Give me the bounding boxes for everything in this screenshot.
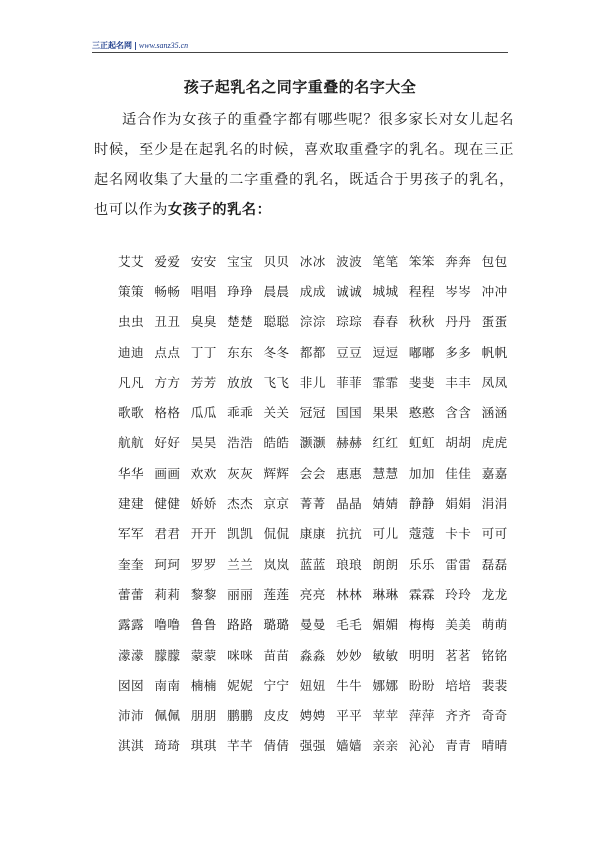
intro-text: 适合作为女孩子的重叠字都有哪些呢？很多家长对女儿起名时候，至少是在起乳名的时候，喜欢取重叠字的乳名。现在三正起名网收集了大量的二字重叠的乳名，既适合于男孩子的乳名，也可以作为 [94, 112, 514, 218]
name-item: 雷雷 [445, 556, 472, 572]
name-item: 罗罗 [190, 556, 217, 572]
name-item: 冬冬 [263, 344, 290, 360]
name-item: 帆帆 [481, 344, 508, 360]
name-item: 策策 [118, 283, 144, 299]
name-item: 开开 [190, 526, 217, 542]
name-item: 皮皮 [263, 708, 290, 724]
name-item: 程程 [408, 283, 435, 299]
name-item: 宁宁 [263, 677, 290, 693]
name-item: 盼盼 [408, 677, 435, 693]
name-item: 乖乖 [227, 405, 254, 421]
name-item: 琳琳 [372, 586, 399, 602]
name-item: 丁丁 [190, 344, 217, 360]
name-item: 丑丑 [154, 314, 181, 330]
name-item: 臭臭 [190, 314, 217, 330]
name-row [118, 669, 518, 699]
name-item: 惠惠 [336, 465, 363, 481]
name-row [118, 609, 518, 639]
name-item: 娇娇 [190, 496, 217, 512]
name-item: 娟娟 [445, 496, 472, 512]
name-item: 苗苗 [263, 647, 290, 663]
name-item: 城城 [372, 283, 399, 299]
name-item: 国国 [336, 405, 363, 421]
name-item: 露露 [118, 617, 144, 633]
name-item: 曼曼 [299, 617, 326, 633]
name-item: 梅梅 [408, 617, 435, 633]
name-item: 画画 [154, 465, 181, 481]
name-item: 浩浩 [227, 435, 254, 451]
name-item: 晨晨 [263, 283, 290, 299]
name-item: 咪咪 [227, 647, 254, 663]
name-item: 侃侃 [263, 526, 290, 542]
name-item: 琅琅 [336, 556, 363, 572]
name-row [118, 427, 518, 457]
intro-bold-text: 女孩子的乳名： [167, 202, 272, 218]
name-item: 淇淇 [118, 738, 144, 754]
site-header [92, 40, 188, 51]
name-item: 妙妙 [336, 647, 363, 663]
name-item: 鲁鲁 [190, 617, 217, 633]
name-row [118, 487, 518, 517]
name-item: 昊昊 [190, 435, 217, 451]
name-item: 关关 [263, 405, 290, 421]
name-item: 笔笔 [372, 253, 399, 269]
name-row [118, 578, 518, 608]
name-item: 齐齐 [445, 708, 472, 724]
name-item: 琦琦 [154, 738, 181, 754]
name-item: 佩佩 [154, 708, 181, 724]
name-item: 东东 [227, 344, 254, 360]
name-item: 林林 [336, 586, 363, 602]
name-item: 裴裴 [481, 677, 508, 693]
name-item: 华华 [118, 465, 144, 481]
name-list [118, 245, 518, 760]
name-item: 珂珂 [154, 556, 181, 572]
name-item: 沛沛 [118, 708, 144, 724]
name-item: 蓝蓝 [299, 556, 326, 572]
brand-name: 三正起名网 [92, 41, 132, 50]
name-item: 青青 [445, 738, 472, 754]
name-item: 航航 [118, 435, 144, 451]
name-item: 冲冲 [481, 283, 508, 299]
name-item: 康康 [299, 526, 326, 542]
name-item: 玲玲 [445, 586, 472, 602]
name-item: 南南 [154, 677, 181, 693]
name-item: 辉辉 [263, 465, 290, 481]
name-item: 琤琤 [227, 283, 254, 299]
name-item: 虎虎 [481, 435, 508, 451]
name-item: 卡卡 [445, 526, 472, 542]
name-row [118, 306, 518, 336]
name-item: 畅畅 [154, 283, 181, 299]
name-item: 君君 [154, 526, 181, 542]
name-item: 蕾蕾 [118, 586, 144, 602]
name-item: 杰杰 [227, 496, 254, 512]
name-item: 晶晶 [336, 496, 363, 512]
name-item: 霖霖 [408, 586, 435, 602]
name-item: 建建 [118, 496, 144, 512]
name-item: 灏灏 [299, 435, 326, 451]
intro-paragraph [94, 105, 514, 225]
name-item: 爱爱 [154, 253, 181, 269]
name-item: 朦朦 [154, 647, 181, 663]
name-item: 美美 [445, 617, 472, 633]
name-item: 冰冰 [299, 253, 326, 269]
name-item: 兰兰 [227, 556, 254, 572]
name-item: 莉莉 [154, 586, 181, 602]
name-item: 亮亮 [299, 586, 326, 602]
name-item: 凤凤 [481, 374, 508, 390]
name-item: 灰灰 [227, 465, 254, 481]
name-item: 唱唱 [190, 283, 217, 299]
name-item: 婧婧 [372, 496, 399, 512]
name-item: 明明 [408, 647, 435, 663]
name-item: 贝贝 [263, 253, 290, 269]
name-item: 波波 [336, 253, 363, 269]
name-row [118, 366, 518, 396]
name-item: 嫱嫱 [336, 738, 363, 754]
name-item: 娉娉 [299, 708, 326, 724]
name-item: 鹏鹏 [227, 708, 254, 724]
name-item: 方方 [154, 374, 181, 390]
name-item: 龙龙 [481, 586, 508, 602]
name-item: 斐斐 [408, 374, 435, 390]
name-item: 涵涵 [481, 405, 508, 421]
name-item: 瓜瓜 [190, 405, 217, 421]
name-item: 淙淙 [299, 314, 326, 330]
name-row [118, 639, 518, 669]
name-item: 笨笨 [408, 253, 435, 269]
name-item: 蔻蔻 [408, 526, 435, 542]
name-item: 军军 [118, 526, 144, 542]
name-item: 琪琪 [190, 738, 217, 754]
name-item: 妮妮 [227, 677, 254, 693]
name-item: 芳芳 [190, 374, 217, 390]
name-item: 丽丽 [227, 586, 254, 602]
name-item: 朗朗 [372, 556, 399, 572]
name-item: 凡凡 [118, 374, 144, 390]
name-item: 囡囡 [118, 677, 144, 693]
name-row [118, 457, 518, 487]
name-item: 磊磊 [481, 556, 508, 572]
name-item: 赫赫 [336, 435, 363, 451]
name-item: 可可 [481, 526, 508, 542]
name-item: 逗逗 [372, 344, 399, 360]
name-item: 嘉嘉 [481, 465, 508, 481]
name-item: 濛濛 [118, 647, 144, 663]
name-row [118, 518, 518, 548]
name-item: 淼淼 [299, 647, 326, 663]
name-item: 娜娜 [372, 677, 399, 693]
name-item: 格格 [154, 405, 181, 421]
name-item: 楠楠 [190, 677, 217, 693]
name-item: 沁沁 [408, 738, 435, 754]
name-item: 涓涓 [481, 496, 508, 512]
name-item: 敏敏 [372, 647, 399, 663]
name-item: 春春 [372, 314, 399, 330]
name-item: 虹虹 [408, 435, 435, 451]
name-row [118, 699, 518, 729]
name-item: 苹苹 [372, 708, 399, 724]
page-title: 孩子起乳名之同字重叠的名字大全 [183, 78, 417, 96]
name-item: 亲亲 [372, 738, 399, 754]
name-item: 成成 [299, 283, 326, 299]
name-item: 健健 [154, 496, 181, 512]
name-item: 豆豆 [336, 344, 363, 360]
name-item: 静静 [408, 496, 435, 512]
name-row [118, 245, 518, 275]
name-item: 丰丰 [445, 374, 472, 390]
name-item: 琮琮 [336, 314, 363, 330]
name-row [118, 396, 518, 426]
name-item: 憨憨 [408, 405, 435, 421]
name-item: 秋秋 [408, 314, 435, 330]
name-item: 芊芊 [227, 738, 254, 754]
name-item: 迪迪 [118, 344, 144, 360]
name-item: 铭铭 [481, 647, 508, 663]
name-item: 岚岚 [263, 556, 290, 572]
name-item: 果果 [372, 405, 399, 421]
name-item: 多多 [445, 344, 472, 360]
name-item: 欢欢 [190, 465, 217, 481]
header-separator: | [134, 41, 137, 50]
name-item: 奎奎 [118, 556, 144, 572]
name-item: 妞妞 [299, 677, 326, 693]
name-item: 嘟嘟 [408, 344, 435, 360]
site-url[interactable]: www.sanz35.cn [138, 41, 189, 50]
name-row [118, 275, 518, 305]
name-item: 非儿 [299, 374, 326, 390]
name-item: 朋朋 [190, 708, 217, 724]
name-item: 菲菲 [336, 374, 363, 390]
header-divider [92, 52, 508, 53]
name-item: 黎黎 [190, 586, 217, 602]
name-item: 强强 [299, 738, 326, 754]
name-item: 抗抗 [336, 526, 363, 542]
name-item: 放放 [227, 374, 254, 390]
name-item: 噜噜 [154, 617, 181, 633]
name-item: 奔奔 [445, 253, 472, 269]
name-item: 媚媚 [372, 617, 399, 633]
name-item: 奇奇 [481, 708, 508, 724]
name-item: 丹丹 [445, 314, 472, 330]
name-item: 红红 [372, 435, 399, 451]
name-item: 倩倩 [263, 738, 290, 754]
name-item: 可儿 [372, 526, 399, 542]
name-item: 璐璐 [263, 617, 290, 633]
name-item: 宝宝 [227, 253, 254, 269]
name-item: 含含 [445, 405, 472, 421]
name-item: 平平 [336, 708, 363, 724]
name-item: 好好 [154, 435, 181, 451]
name-item: 皓皓 [263, 435, 290, 451]
name-item: 包包 [481, 253, 508, 269]
name-item: 蒙蒙 [190, 647, 217, 663]
name-item: 毛毛 [336, 617, 363, 633]
name-item: 莲莲 [263, 586, 290, 602]
name-item: 蛋蛋 [481, 314, 508, 330]
name-item: 聪聪 [263, 314, 290, 330]
name-item: 虫虫 [118, 314, 144, 330]
name-item: 安安 [190, 253, 217, 269]
name-item: 胡胡 [445, 435, 472, 451]
name-item: 诚诚 [336, 283, 363, 299]
name-item: 佳佳 [445, 465, 472, 481]
name-item: 萍萍 [408, 708, 435, 724]
name-item: 岑岑 [445, 283, 472, 299]
name-item: 牛牛 [336, 677, 363, 693]
name-item: 茗茗 [445, 647, 472, 663]
name-item: 加加 [408, 465, 435, 481]
name-item: 艾艾 [118, 253, 144, 269]
name-row [118, 730, 518, 760]
name-row [118, 336, 518, 366]
name-item: 培培 [445, 677, 472, 693]
name-item: 路路 [227, 617, 254, 633]
name-item: 乐乐 [408, 556, 435, 572]
name-item: 点点 [154, 344, 181, 360]
name-item: 京京 [263, 496, 290, 512]
name-item: 楚楚 [227, 314, 254, 330]
name-item: 霏霏 [372, 374, 399, 390]
name-item: 飞飞 [263, 374, 290, 390]
name-item: 慧慧 [372, 465, 399, 481]
name-item: 会会 [299, 465, 326, 481]
name-item: 萌萌 [481, 617, 508, 633]
name-row [118, 548, 518, 578]
name-item: 凯凯 [227, 526, 254, 542]
name-item: 晴晴 [481, 738, 508, 754]
name-item: 歌歌 [118, 405, 144, 421]
name-item: 菁菁 [299, 496, 326, 512]
name-item: 冠冠 [299, 405, 326, 421]
name-item: 都都 [299, 344, 326, 360]
